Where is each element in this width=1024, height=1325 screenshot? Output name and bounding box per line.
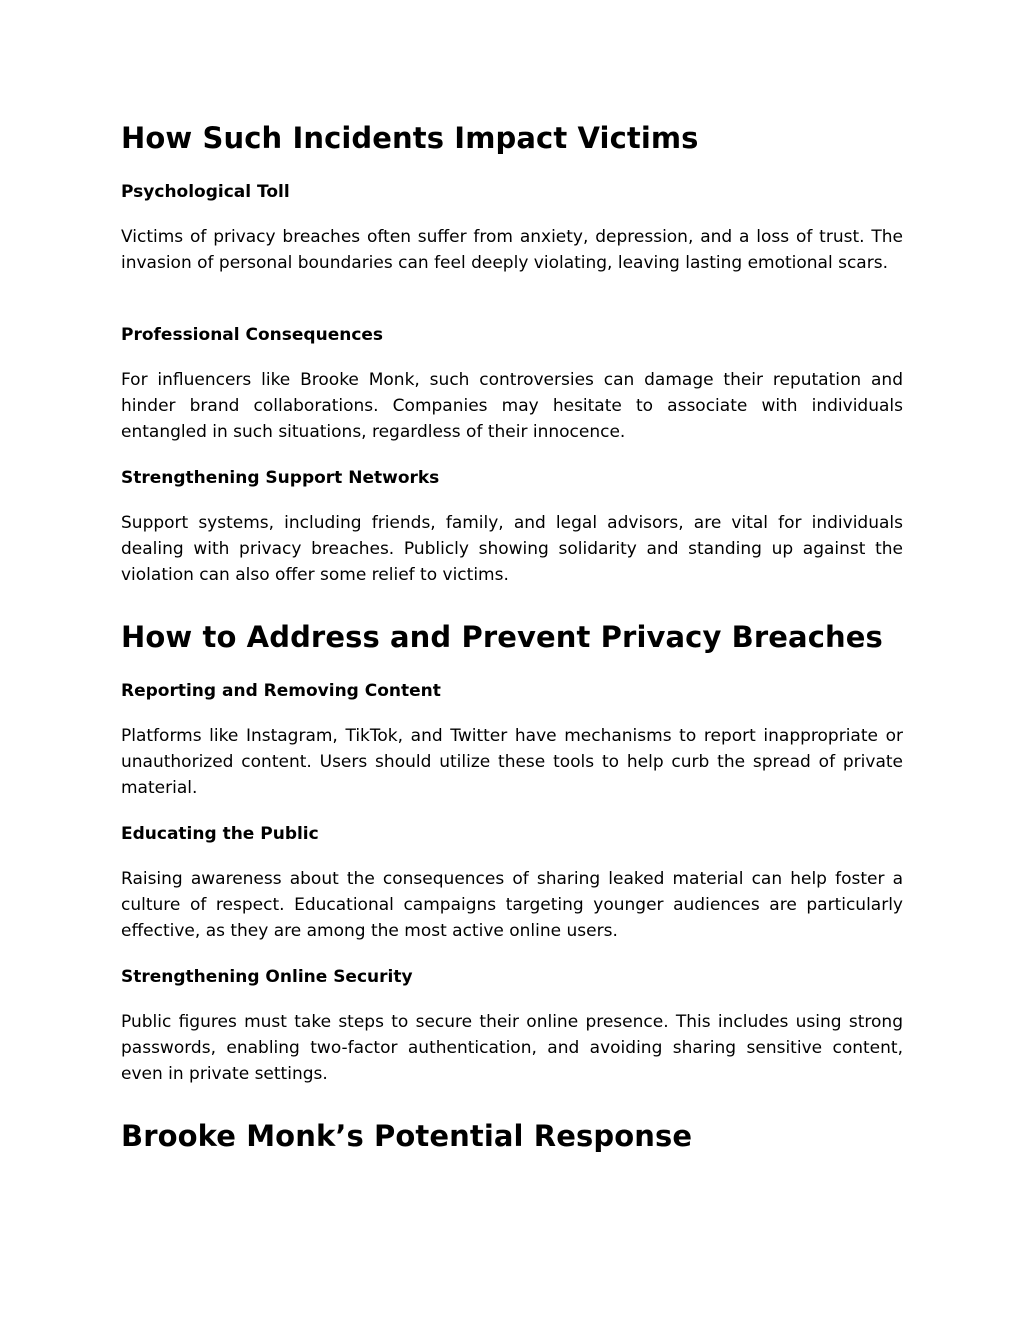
subheading-psychological-toll: Psychological Toll xyxy=(121,182,290,202)
paragraph-psychological-toll: Victims of privacy breaches often suffer from anxiety, depression, and a loss of trust. The invasion of personal boundaries can feel deeply violating, leaving lasting emotional scars. xyxy=(121,227,903,273)
paragraph-educating-public: Raising awareness about the consequences of sharing leaked material can help foster a culture of respect. Educational campaigns targeting younger audiences are particularly effective, as they are among the most active online users. xyxy=(121,869,903,941)
paragraph-online-security: Public figures must take steps to secure their online presence. This includes using strong passwords, enabling two-factor authentication, and avoiding sharing sensitive content, even in private settings. xyxy=(121,1012,903,1084)
section-heading-impact-victims: How Such Incidents Impact Victims xyxy=(121,121,699,155)
subheading-online-security: Strengthening Online Security xyxy=(121,967,413,987)
subheading-educating-public: Educating the Public xyxy=(121,824,319,844)
paragraph-professional-consequences: For influencers like Brooke Monk, such controversies can damage their reputation and hinder brand collaborations. Companies may hesitate to associate with individuals entangled in such situations, regardless of their innocence. xyxy=(121,370,903,442)
paragraph-support-networks: Support systems, including friends, family, and legal advisors, are vital for individuals dealing with privacy breaches. Publicly showing solidarity and standing up against the violation can also offer some relief to victims. xyxy=(121,513,903,585)
section-heading-potential-response: Brooke Monk’s Potential Response xyxy=(121,1119,693,1153)
paragraph-reporting-removing: Platforms like Instagram, TikTok, and Twitter have mechanisms to report inappropriate or unauthorized content. Users should utilize these tools to help curb the spread of private material. xyxy=(121,726,903,798)
subheading-reporting-removing: Reporting and Removing Content xyxy=(121,681,441,701)
subheading-support-networks: Strengthening Support Networks xyxy=(121,468,440,488)
subheading-professional-consequences: Professional Consequences xyxy=(121,325,384,345)
section-heading-address-prevent: How to Address and Prevent Privacy Breaches xyxy=(121,620,883,654)
